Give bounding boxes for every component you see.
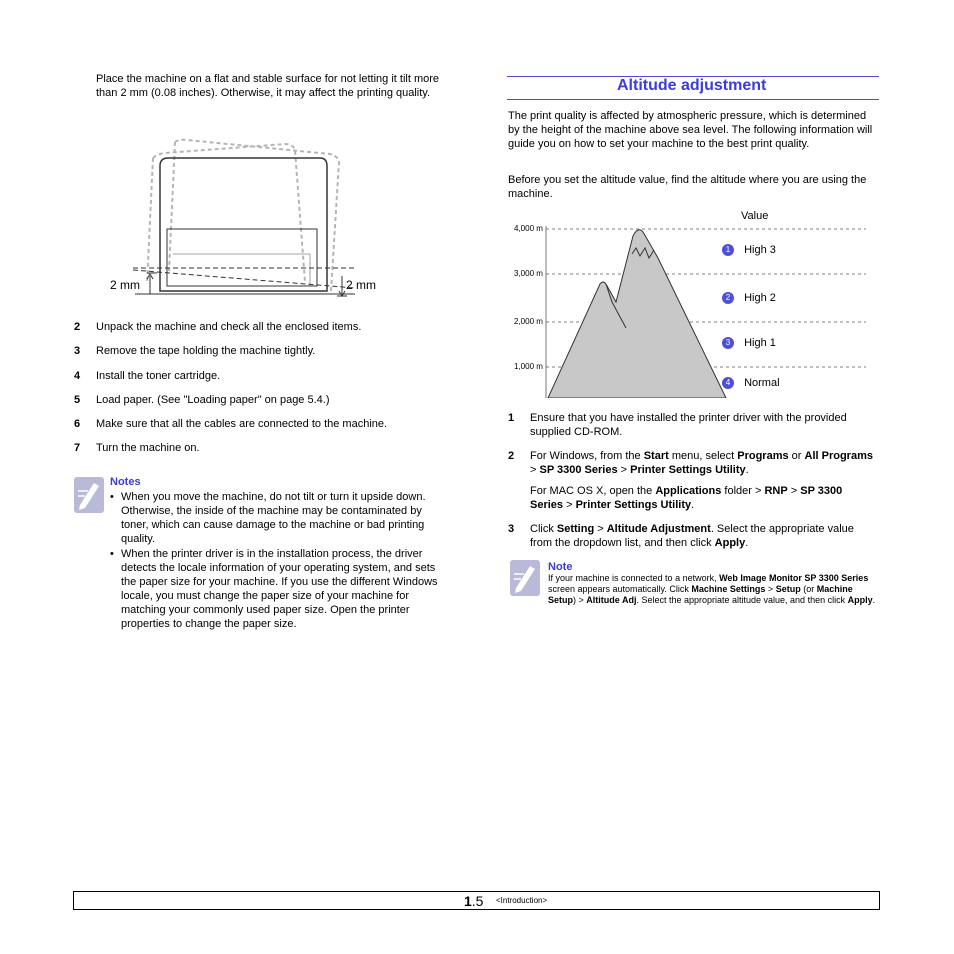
page-footer <box>73 891 880 910</box>
note-title: Note <box>548 561 573 573</box>
level-label: High 3 <box>744 244 776 256</box>
altitude-tick-1000: 1,000 m <box>514 362 543 371</box>
level-label: Normal <box>744 377 780 389</box>
note-body: If your machine is connected to a network, Web Image Monitor SP 3300 Series screen appears automatically. Click Machine Settings > Setup (or Machine Setup) > Altitude Adj. Select the appropriate altitude value, and then click Apply. <box>548 573 876 605</box>
altitude-tick-4000: 4,000 m <box>514 224 543 233</box>
list-item: 3 Remove the tape holding the machine tightly. <box>74 345 316 357</box>
list-item: 3 Click Setting > Altitude Adjustment. Select the appropriate value from the dropdown list, and then click Apply. <box>508 523 854 549</box>
level-badge: 3 <box>722 337 734 349</box>
machine-tilt-figure <box>105 136 365 301</box>
level-label: High 1 <box>744 337 776 349</box>
altitude-tick-3000: 3,000 m <box>514 269 543 278</box>
level-normal <box>722 377 780 389</box>
list-item: For MAC OS X, open the Applications folder > RNP > SP 3300 Series > Printer Settings Utility. <box>530 485 843 511</box>
list-item: 6 Make sure that all the cables are connected to the machine. <box>74 418 388 430</box>
altitude-diagram <box>508 218 880 398</box>
note-pencil-icon <box>510 560 540 596</box>
tilt-label-right: 2 mm <box>346 278 376 292</box>
level-high2 <box>722 292 776 304</box>
tilt-label-left: 2 mm <box>110 278 140 292</box>
list-item: 2 Unpack the machine and check all the enclosed items. <box>74 321 362 333</box>
list-item: 1 Ensure that you have installed the printer driver with the provided supplied CD-ROM. <box>508 412 847 438</box>
level-badge: 4 <box>722 377 734 389</box>
machine-body <box>160 158 327 291</box>
intro-paragraph: Place the machine on a flat and stable surface for not letting it tilt more than 2 mm (0.08 inches). Otherwise, it may affect the printing quality. <box>96 73 440 99</box>
section-heading: Altitude adjustment <box>617 77 767 94</box>
note-bullet: • When the printer driver is in the installation process, the driver detects the locale information of your operating system, and sets the paper size for your machine. If you use the different Windows locale, you must change the paper size of your machine for matching your commonly used paper size. Open the printer properties to change the paper size. <box>110 548 438 630</box>
value-header: Value <box>741 210 769 222</box>
note-bullet: • When you move the machine, do not tilt or turn it upside down. Otherwise, the inside of the machine may be contaminated by toner, which can cause damage to the machine or bad printing quality. <box>110 491 426 545</box>
altitude-intro-paragraph: The print quality is affected by atmospheric pressure, which is determined by the height of the machine above sea level. The following information will guide you on how to set your machine to the best print quality. <box>508 110 873 150</box>
level-badge: 2 <box>722 292 734 304</box>
list-item: 5 Load paper. (See "Loading paper" on page 5.4.) <box>74 394 330 406</box>
list-item: 2 For Windows, from the Start menu, select Programs or All Programs > SP 3300 Series > Printer Settings Utility. <box>508 450 873 476</box>
note-pencil-icon <box>74 477 104 513</box>
altitude-hint-paragraph: Before you set the altitude value, find the altitude where you are using the machine. <box>508 174 867 200</box>
level-badge: 1 <box>722 244 734 256</box>
altitude-tick-2000: 2,000 m <box>514 317 543 326</box>
list-item: 7 Turn the machine on. <box>74 442 200 454</box>
notes-title: Notes <box>110 476 141 488</box>
list-item: 4 Install the toner cartridge. <box>74 370 221 382</box>
page-number: 1.5 <box>464 893 484 909</box>
section-name: <Introduction> <box>496 896 548 905</box>
level-high3 <box>722 244 776 256</box>
level-label: High 2 <box>744 292 776 304</box>
level-high1 <box>722 337 776 349</box>
heading-rule-bottom <box>507 99 879 100</box>
mountain-peaks <box>548 230 726 398</box>
